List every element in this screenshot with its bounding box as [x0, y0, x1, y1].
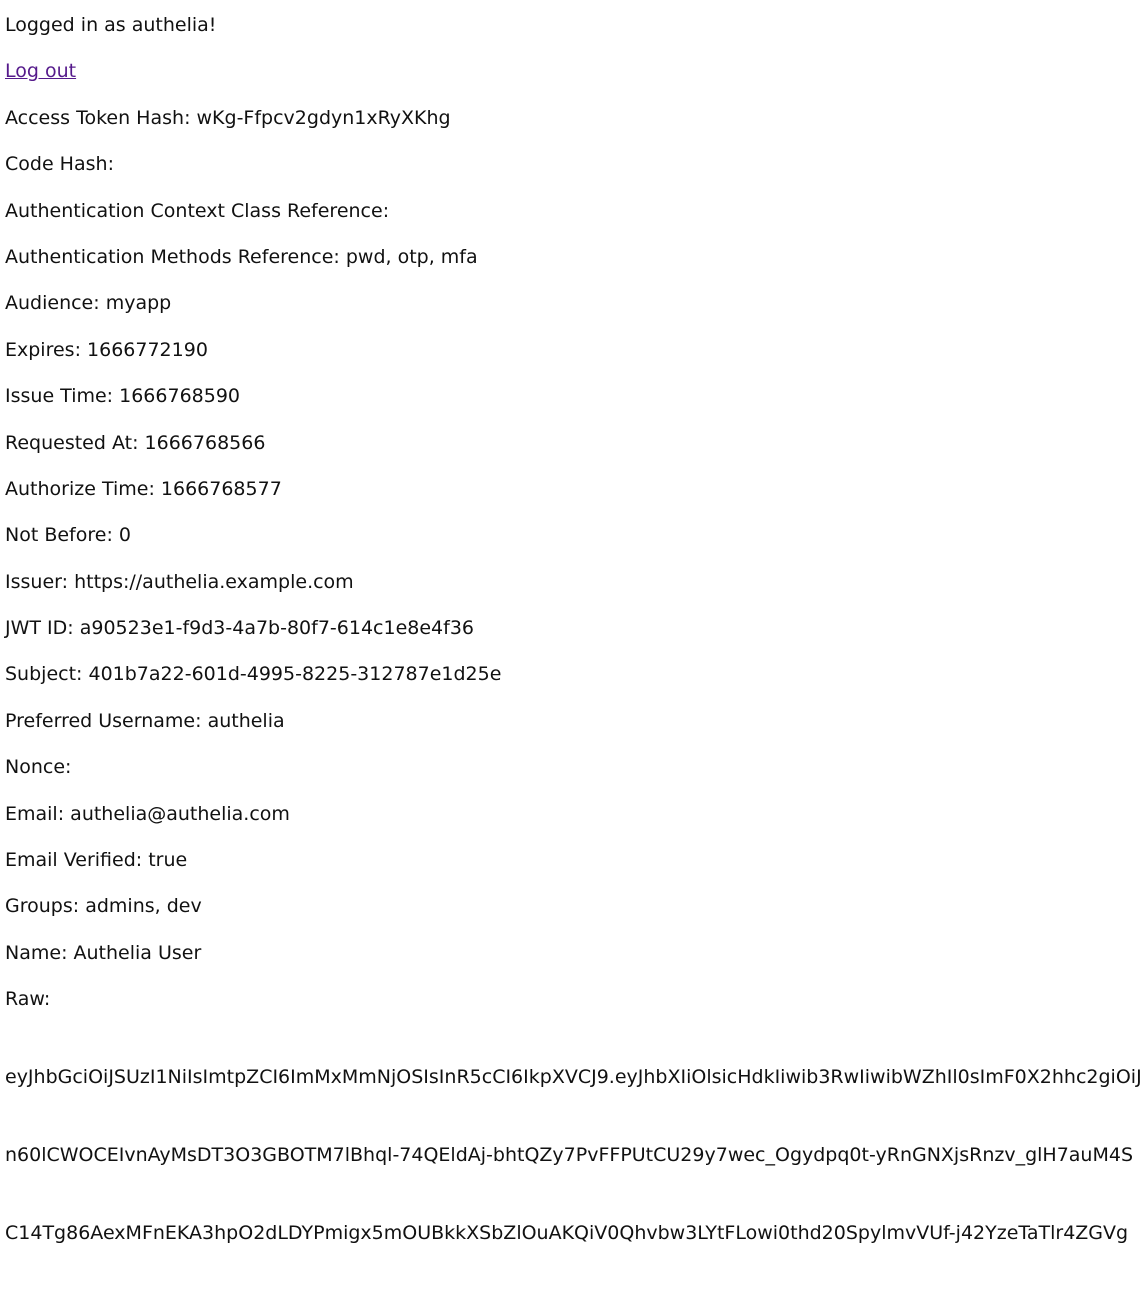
claim-value: authelia — [207, 709, 285, 732]
claim-separator: : — [65, 756, 72, 779]
claim-label: Authentication Methods Reference — [5, 245, 334, 268]
claim-value: pwd, otp, mfa — [345, 245, 478, 268]
claim-row — [5, 430, 1098, 456]
claim-label: Access Token Hash — [5, 106, 185, 129]
raw-token-line: eyJhbGciOiJSUzI1NiIsImtpZCI6ImMxMmNjOSIsInR5cCI6IkpXVCJ9.eyJhbXIiOlsicHdkIiwib3RwIiwibWZhIl0sImF0X2hhc2giOiJ — [5, 1066, 1142, 1089]
claim-separator: : — [106, 524, 119, 547]
claim-value: https://authelia.example.com — [74, 570, 354, 593]
raw-token-value — [5, 1012, 1142, 1298]
raw-token-line: C14Tg86AexMFnEKA3hpO2dLDYPmigx5mOUBkkXSbZlOuAKQiV0Qhvbw3LYtFLowi0thd20SpylmvVUf-j42YzeTaTlr4ZGVg — [5, 1222, 1129, 1245]
claim-label: Authorize Time — [5, 477, 149, 500]
claim-separator: : — [61, 570, 75, 593]
claim-row — [5, 522, 1098, 548]
claim-separator: : — [72, 895, 86, 918]
claim-label: Preferred Username — [5, 709, 196, 732]
claim-row — [5, 198, 1098, 224]
claim-label: Issue Time — [5, 385, 107, 408]
claim-value: admins, dev — [85, 895, 202, 918]
claim-label: Email Verified — [5, 849, 136, 872]
claim-separator: : — [107, 153, 114, 176]
claim-separator: : — [57, 802, 71, 825]
claim-row — [5, 105, 1098, 131]
claim-row — [5, 940, 1098, 966]
claim-separator: : — [76, 663, 89, 686]
raw-token-line: n60lCWOCEIvnAyMsDT3O3GBOTM7lBhql-74QEldAj-bhtQZy7PvFFPUtCU29y7wec_Ogydpq0t-yRnGNXjsRnzv_glH7auM4S — [5, 1144, 1134, 1167]
claim-label: JWT ID — [5, 617, 68, 640]
claim-separator: : — [184, 106, 197, 129]
claim-label: Code Hash — [5, 153, 108, 176]
claim-label: Not Before — [5, 524, 107, 547]
claim-label: Expires — [5, 338, 75, 361]
claim-separator: : — [67, 617, 80, 640]
claim-row — [5, 383, 1098, 409]
logout-link[interactable]: Log out — [5, 60, 77, 83]
claim-label: Authentication Context Class Reference — [5, 199, 383, 222]
claim-separator: : — [106, 385, 120, 408]
claim-label: Email — [5, 802, 58, 825]
claim-value: 0 — [118, 524, 131, 547]
claim-row — [5, 708, 1098, 734]
claim-separator: : — [135, 849, 149, 872]
claim-row — [5, 847, 1098, 873]
claim-value: myapp — [105, 292, 172, 315]
claim-row — [5, 290, 1098, 316]
claim-value: 1666768577 — [160, 477, 282, 500]
claim-label: Requested At — [5, 431, 133, 454]
claim-label: Name — [5, 941, 62, 964]
claim-row — [5, 801, 1098, 827]
claim-separator: : — [132, 431, 145, 454]
claim-separator: : — [93, 292, 106, 315]
claim-row — [5, 244, 1098, 270]
claims-list — [5, 105, 1098, 966]
claim-value: wKg-Ffpcv2gdyn1xRyXKhg — [196, 106, 451, 129]
raw-token-section — [5, 986, 1142, 1298]
claim-row — [5, 569, 1098, 595]
claim-value: true — [148, 849, 188, 872]
claim-label: Issuer — [5, 570, 62, 593]
claim-row — [5, 337, 1098, 363]
logged-in-message: Logged in as authelia! — [5, 14, 217, 36]
claim-separator: : — [61, 941, 74, 964]
claim-row — [5, 615, 1098, 641]
logout-row — [5, 58, 1098, 84]
claim-value: 1666772190 — [87, 338, 208, 361]
claim-separator: : — [382, 199, 390, 222]
raw-label: Raw: — [5, 988, 51, 1011]
claim-row — [5, 754, 1098, 780]
claim-label: Subject — [5, 663, 77, 686]
claim-separator: : — [333, 245, 346, 268]
claim-row — [5, 661, 1098, 687]
claim-row — [5, 476, 1098, 502]
claim-row — [5, 893, 1098, 919]
claim-value: 1666768590 — [119, 385, 241, 408]
claim-value: a90523e1-f9d3-4a7b-80f7-614c1e8e4f36 — [79, 617, 475, 640]
claim-value: 401b7a22-601d-4995-8225-312787e1d25e — [88, 663, 502, 686]
claim-value: authelia@authelia.com — [70, 802, 290, 825]
claim-separator: : — [195, 709, 208, 732]
claim-label: Nonce — [5, 756, 66, 779]
claim-value: Authelia User — [73, 941, 202, 964]
claim-value: 1666768566 — [144, 431, 266, 454]
claim-row — [5, 151, 1098, 177]
claim-label: Groups — [5, 895, 73, 918]
claim-label: Audience — [5, 292, 94, 315]
claim-separator: : — [74, 338, 88, 361]
claim-separator: : — [148, 477, 161, 500]
